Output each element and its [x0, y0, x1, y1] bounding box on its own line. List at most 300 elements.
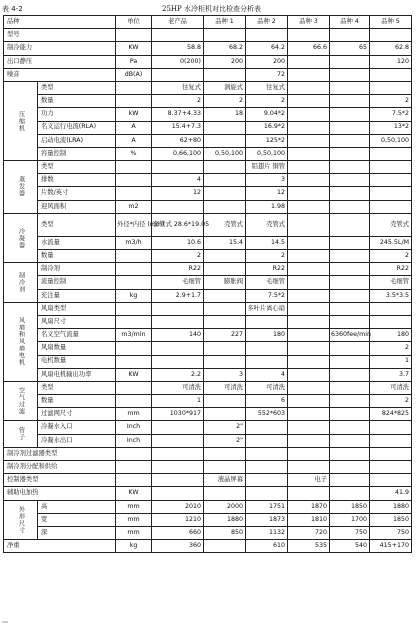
table-cell — [246, 355, 288, 368]
table-cell: 535 — [288, 540, 330, 553]
table-cell — [370, 174, 412, 187]
table-cell — [246, 487, 288, 500]
table-cell — [330, 108, 370, 121]
table-cell: 3.7 — [370, 368, 412, 381]
group-label-condenser: 冷凝器 — [4, 213, 38, 262]
table-cell — [246, 342, 288, 355]
table-cell — [288, 187, 330, 200]
table-cell: 1880 — [204, 513, 246, 526]
table-cell — [288, 81, 330, 94]
table-cell: 9.04*2 — [246, 108, 288, 121]
table-row — [4, 68, 412, 81]
table-cell — [288, 421, 330, 434]
table-cell — [204, 408, 246, 421]
table-cell — [204, 29, 246, 42]
row-label: 制冷剂分配和供给 — [4, 461, 116, 474]
table-cell — [288, 121, 330, 134]
table-cell: 15.4+7.3 — [152, 121, 204, 134]
row-label: 容量控制 — [38, 147, 116, 160]
row-label: 流量控制 — [38, 276, 116, 289]
table-cell — [204, 134, 246, 147]
header-cell: 品种 4 — [330, 16, 370, 29]
table-cell — [204, 342, 246, 355]
row-label: 类型 — [38, 161, 116, 174]
table-cell: 180 — [370, 329, 412, 342]
table-cell — [370, 187, 412, 200]
table-cell — [330, 161, 370, 174]
table-cell: 10.6 — [152, 236, 204, 249]
row-label: 类型 — [38, 213, 116, 236]
table-row — [4, 95, 412, 108]
table-row — [4, 161, 412, 174]
table-cell — [246, 434, 288, 447]
row-label: 制冷能力 — [4, 42, 116, 55]
table-cell: 可清洗 — [246, 381, 288, 394]
table-row — [4, 381, 412, 394]
table-cell — [204, 200, 246, 213]
comparison-table — [3, 15, 412, 553]
table-cell: kg — [116, 540, 152, 553]
row-label: 制冷剂 — [38, 263, 116, 276]
table-row — [4, 16, 412, 29]
table-cell: 0(200) — [152, 55, 204, 68]
table-cell — [116, 263, 152, 276]
group-label-fan: 风扇和风扇电机 — [4, 302, 38, 381]
table-cell — [330, 381, 370, 394]
table-cell: 7.5*2 — [246, 289, 288, 302]
table-cell — [370, 447, 412, 460]
table-cell: KW — [116, 42, 152, 55]
row-label: 过滤网尺寸 — [38, 408, 116, 421]
table-cell — [116, 302, 152, 315]
table-row — [4, 487, 412, 500]
table-cell: 824*825 — [370, 408, 412, 421]
table-cell — [152, 342, 204, 355]
table-cell: 850 — [204, 526, 246, 539]
table-cell: mm — [116, 513, 152, 526]
row-label: 充注量 — [38, 289, 116, 302]
table-cell — [330, 276, 370, 289]
table-cell: 电子 — [288, 474, 330, 487]
table-cell: 12 — [246, 187, 288, 200]
table-row — [4, 447, 412, 460]
table-cell: 膨胀阀 — [204, 276, 246, 289]
row-label: 数量 — [38, 395, 116, 408]
header-cell: 品种 — [4, 16, 116, 29]
table-cell — [330, 408, 370, 421]
table-cell — [288, 355, 330, 368]
table-title: 25HP 水冷柜机对比检查分析表 — [162, 5, 261, 13]
header-cell: 老产品 — [152, 16, 204, 29]
table-cell: kg — [116, 289, 152, 302]
table-cell: 可清洗 — [204, 381, 246, 394]
table-row — [4, 236, 412, 249]
table-cell — [116, 95, 152, 108]
table-cell — [288, 302, 330, 315]
table-cell: 360 — [152, 540, 204, 553]
table-cell: 7.5*2 — [370, 108, 412, 121]
row-label: 风扇类型 — [38, 302, 116, 315]
table-cell — [152, 447, 204, 460]
table-row — [4, 500, 412, 513]
table-cell — [370, 29, 412, 42]
table-cell — [370, 302, 412, 315]
table-cell: Inch — [116, 421, 152, 434]
table-cell — [152, 474, 204, 487]
table-cell: 毛细管 — [370, 276, 412, 289]
table-row — [4, 368, 412, 381]
table-cell — [288, 55, 330, 68]
header-cell: 品种 5 — [370, 16, 412, 29]
table-cell: 2 — [370, 95, 412, 108]
row-label: 类型 — [38, 381, 116, 394]
table-cell: 2" — [204, 421, 246, 434]
table-cell: 0,66,100 — [152, 147, 204, 160]
table-cell: 13*2 — [370, 121, 412, 134]
table-cell — [288, 329, 330, 342]
row-label: 冷凝水入口 — [38, 421, 116, 434]
table-cell — [330, 95, 370, 108]
row-label: 风扇尺寸 — [38, 315, 116, 328]
table-cell — [116, 395, 152, 408]
table-cell — [116, 174, 152, 187]
table-cell — [116, 355, 152, 368]
table-cell — [330, 236, 370, 249]
table-row — [4, 421, 412, 434]
table-cell: 72 — [246, 68, 288, 81]
table-cell — [246, 461, 288, 474]
row-label: 迎风面积 — [38, 200, 116, 213]
table-cell — [288, 263, 330, 276]
table-cell: 外径*内径 (mm) — [116, 213, 152, 236]
table-row — [4, 263, 412, 276]
table-cell — [288, 381, 330, 394]
table-cell: 3 — [246, 174, 288, 187]
table-row — [4, 474, 412, 487]
table-cell — [370, 461, 412, 474]
table-cell: mm — [116, 526, 152, 539]
row-label: 数量 — [38, 95, 116, 108]
table-cell — [116, 342, 152, 355]
table-row — [4, 81, 412, 94]
table-cell: 2.2 — [152, 368, 204, 381]
table-cell: % — [116, 147, 152, 160]
row-label: 启动电流(LRA) — [38, 134, 116, 147]
table-cell — [330, 315, 370, 328]
table-cell: 16.9*2 — [246, 121, 288, 134]
table-cell: 1.98 — [246, 200, 288, 213]
table-cell: 涡旋式 — [204, 81, 246, 94]
table-cell: 液晶屏幕 — [204, 474, 246, 487]
table-cell: 610 — [246, 540, 288, 553]
table-cell — [246, 447, 288, 460]
row-label: 噪音 — [4, 68, 116, 81]
table-cell — [116, 81, 152, 94]
table-cell — [288, 487, 330, 500]
table-cell — [330, 55, 370, 68]
table-cell: KW — [116, 487, 152, 500]
table-cell: 415+170 — [370, 540, 412, 553]
table-cell — [288, 315, 330, 328]
table-cell: 2.9+1.7 — [152, 289, 204, 302]
table-cell: 6360fee/min — [330, 329, 370, 342]
table-cell — [116, 461, 152, 474]
table-cell: 120 — [370, 55, 412, 68]
table-row — [4, 108, 412, 121]
table-cell: 4 — [246, 368, 288, 381]
table-row — [4, 134, 412, 147]
table-cell: R22 — [246, 263, 288, 276]
table-cell: KW — [116, 368, 152, 381]
table-cell: 可清洗 — [370, 381, 412, 394]
table-row — [4, 408, 412, 421]
table-cell: 1700 — [330, 513, 370, 526]
table-cell — [204, 187, 246, 200]
table-label: 表 4-2 — [2, 5, 23, 13]
table-cell — [152, 200, 204, 213]
table-cell — [288, 408, 330, 421]
table-cell: 1030*917 — [152, 408, 204, 421]
table-cell: 往复式 — [246, 81, 288, 94]
table-cell: 660 — [152, 526, 204, 539]
table-cell — [152, 421, 204, 434]
table-cell — [152, 29, 204, 42]
table-row — [4, 29, 412, 42]
table-row — [4, 276, 412, 289]
row-label: 功力 — [38, 108, 116, 121]
table-cell — [116, 315, 152, 328]
table-cell — [370, 161, 412, 174]
table-cell — [330, 421, 370, 434]
table-cell — [288, 289, 330, 302]
table-cell — [204, 161, 246, 174]
header-cell: 单位 — [116, 16, 152, 29]
table-cell — [204, 355, 246, 368]
table-row — [4, 434, 412, 447]
table-cell — [204, 250, 246, 263]
table-cell: 1810 — [288, 513, 330, 526]
table-cell: 1850 — [330, 500, 370, 513]
row-label: 风扇电机输出功率 — [38, 368, 116, 381]
table-cell: 18 — [204, 108, 246, 121]
table-cell: 1 — [370, 355, 412, 368]
table-cell — [152, 487, 204, 500]
table-row — [4, 355, 412, 368]
table-cell: 壳管式 — [246, 213, 288, 236]
table-cell: 2000 — [204, 500, 246, 513]
table-cell: 200 — [204, 55, 246, 68]
table-cell — [204, 447, 246, 460]
table-cell — [246, 421, 288, 434]
table-cell — [204, 121, 246, 134]
table-cell — [204, 395, 246, 408]
header-cell: 品种 1 — [204, 16, 246, 29]
table-cell — [152, 434, 204, 447]
table-cell — [288, 276, 330, 289]
table-row — [4, 540, 412, 553]
table-cell — [330, 134, 370, 147]
table-cell: Inch — [116, 434, 152, 447]
table-cell — [288, 447, 330, 460]
table-cell — [152, 68, 204, 81]
row-label: 出口静压 — [4, 55, 116, 68]
table-cell — [330, 487, 370, 500]
table-cell — [288, 434, 330, 447]
table-row — [4, 55, 412, 68]
table-cell — [330, 263, 370, 276]
table-cell — [246, 315, 288, 328]
row-label: 风扇数量 — [38, 342, 116, 355]
table-cell: 58.8 — [152, 42, 204, 55]
table-cell: 2 — [370, 250, 412, 263]
table-cell: 2 — [152, 95, 204, 108]
table-cell — [288, 161, 330, 174]
table-cell: 552*603 — [246, 408, 288, 421]
table-cell: 毛细管 — [152, 276, 204, 289]
row-label: 数量 — [38, 250, 116, 263]
table-cell: 750 — [370, 526, 412, 539]
header-cell: 品种 2 — [246, 16, 288, 29]
table-cell — [116, 474, 152, 487]
table-cell — [288, 108, 330, 121]
table-cell — [330, 461, 370, 474]
table-row — [4, 329, 412, 342]
table-cell — [116, 381, 152, 394]
table-cell — [330, 250, 370, 263]
table-cell — [330, 368, 370, 381]
footer-mark — [2, 621, 8, 623]
table-caption — [2, 2, 412, 16]
table-row — [4, 461, 412, 474]
table-row — [4, 42, 412, 55]
table-cell — [116, 447, 152, 460]
row-label: 净重 — [4, 540, 116, 553]
table-cell — [204, 174, 246, 187]
table-cell: R22 — [152, 263, 204, 276]
table-cell — [330, 434, 370, 447]
table-cell: m2 — [116, 200, 152, 213]
table-cell: 1870 — [288, 500, 330, 513]
table-cell: 8.37+4.33 — [152, 108, 204, 121]
table-cell — [152, 302, 204, 315]
table-cell: 2 — [152, 250, 204, 263]
group-label-evaporator: 蒸发器 — [4, 161, 38, 214]
table-cell — [330, 302, 370, 315]
table-cell: Pa — [116, 55, 152, 68]
table-cell — [370, 474, 412, 487]
table-cell: 720 — [288, 526, 330, 539]
table-cell: 64.2 — [246, 42, 288, 55]
table-cell — [288, 95, 330, 108]
table-cell — [204, 461, 246, 474]
table-cell: 62+80 — [152, 134, 204, 147]
table-cell — [370, 315, 412, 328]
table-cell — [330, 355, 370, 368]
table-cell — [116, 276, 152, 289]
table-cell: 1880 — [370, 500, 412, 513]
table-row — [4, 302, 412, 315]
table-cell — [204, 540, 246, 553]
table-cell: 3 — [204, 368, 246, 381]
table-row — [4, 395, 412, 408]
table-cell: 140 — [152, 329, 204, 342]
table-cell — [330, 121, 370, 134]
group-label-pipe: 管子 — [4, 421, 38, 447]
table-cell: 2010 — [152, 500, 204, 513]
table-cell — [370, 147, 412, 160]
table-cell: 0,50,100 — [246, 147, 288, 160]
table-cell — [330, 81, 370, 94]
table-cell: 2 — [246, 250, 288, 263]
table-cell: 2 — [204, 95, 246, 108]
table-cell: 1850 — [370, 513, 412, 526]
table-cell — [330, 213, 370, 236]
table-row — [4, 342, 412, 355]
group-label-dims: 外形尺寸 — [4, 500, 38, 540]
table-cell — [116, 250, 152, 263]
table-row — [4, 289, 412, 302]
table-row — [4, 147, 412, 160]
table-cell — [288, 368, 330, 381]
row-label: 制冷剂过滤器类型 — [4, 447, 116, 460]
table-cell — [152, 161, 204, 174]
row-label: 冷凝水出口 — [38, 434, 116, 447]
table-cell: 1132 — [246, 526, 288, 539]
row-label: 水流量 — [38, 236, 116, 249]
row-label: 片数/英寸 — [38, 187, 116, 200]
table-cell: 2 — [370, 342, 412, 355]
table-cell: 540 — [330, 540, 370, 553]
table-row — [4, 200, 412, 213]
table-cell — [288, 213, 330, 236]
table-cell: 6 — [246, 395, 288, 408]
table-cell: 1751 — [246, 500, 288, 513]
table-cell: 227 — [204, 329, 246, 342]
table-cell: 毛细管 — [246, 276, 288, 289]
table-cell — [288, 200, 330, 213]
row-label: 型号 — [4, 29, 116, 42]
row-label: 名义运行电流(RLA) — [38, 121, 116, 134]
table-cell: 68.2 — [204, 42, 246, 55]
table-cell: 可清洗 — [152, 381, 204, 394]
table-cell — [288, 250, 330, 263]
table-cell: R22 — [370, 263, 412, 276]
table-row — [4, 526, 412, 539]
table-cell — [152, 355, 204, 368]
table-cell — [330, 395, 370, 408]
table-cell — [370, 200, 412, 213]
table-cell — [330, 68, 370, 81]
table-cell: 245.5L/M — [370, 236, 412, 249]
table-cell: 壳管式 — [370, 213, 412, 236]
table-row — [4, 174, 412, 187]
table-cell: 套管式 28.6*19.05 — [152, 213, 204, 236]
table-cell: m3/min — [116, 329, 152, 342]
table-cell: mm — [116, 408, 152, 421]
table-cell: 62.8 — [370, 42, 412, 55]
table-cell: 2" — [204, 434, 246, 447]
table-cell — [288, 342, 330, 355]
table-cell: 750 — [330, 526, 370, 539]
table-row — [4, 250, 412, 263]
table-cell: m3/h — [116, 236, 152, 249]
table-cell — [204, 302, 246, 315]
table-cell — [116, 29, 152, 42]
table-cell: 14.5 — [246, 236, 288, 249]
table-cell — [330, 174, 370, 187]
table-cell: kW — [116, 108, 152, 121]
table-cell — [246, 474, 288, 487]
